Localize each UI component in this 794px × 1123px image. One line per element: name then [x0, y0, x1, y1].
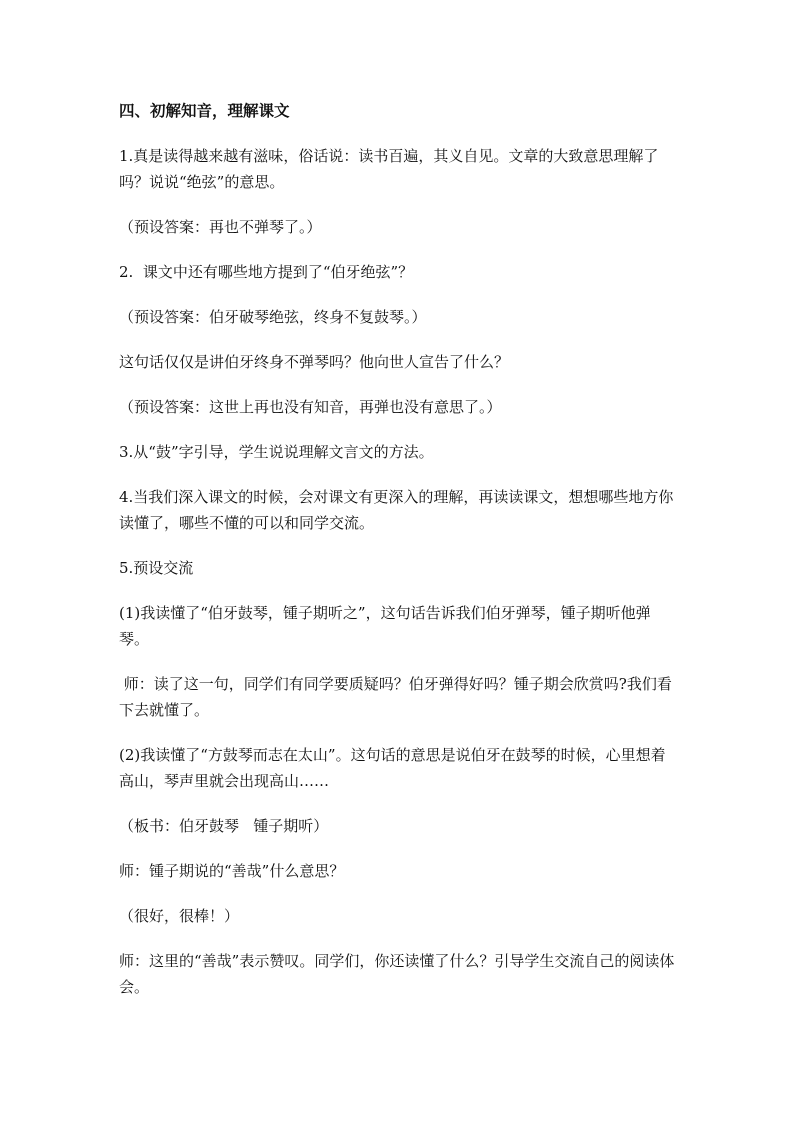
paragraph-9: 5.预设交流	[119, 559, 194, 577]
paragraph-12: (2)我读懂了“方鼓琴而志在太山”。这句话的意思是说伯牙在鼓琴的时候，心里想着高山，琴声里就会出现高山……	[119, 746, 666, 790]
paragraph-15: （很好，很棒！）	[119, 907, 240, 925]
paragraph-13: （板书：伯牙鼓琴 锺子期听）	[119, 817, 329, 835]
paragraph-3: 2. 课文中还有哪些地方提到了“伯牙绝弦”？	[119, 263, 414, 281]
paragraph-11: 师：读了这一句，同学们有同学要质疑吗？伯牙弹得好吗？锺子期会欣赏吗?我们看下去就懂了。	[119, 675, 672, 719]
paragraph-16: 师：这里的“善哉”表示赞叹。同学们，你还读懂了什么？引导学生交流自己的阅读体会。	[119, 952, 675, 996]
paragraph-10: (1)我读懂了“伯牙鼓琴，锺子期听之”，这句话告诉我们伯牙弹琴，锺子期听他弹琴。	[119, 604, 651, 648]
section-heading: 四、初解知音，理解课文	[119, 101, 290, 120]
paragraph-4: （预设答案：伯牙破琴绝弦，终身不复鼓琴。）	[119, 308, 427, 326]
paragraph-6: （预设答案：这世上再也没有知音，再弹也没有意思了。）	[119, 398, 502, 416]
paragraph-8: 4.当我们深入课文的时候，会对课文有更深入的理解，再读读课文，想想哪些地方你读懂了，哪些不懂的可以和同学交流。	[119, 488, 674, 532]
paragraph-2: （预设答案：再也不弹琴了。）	[119, 218, 322, 236]
document-page	[119, 98, 679, 1019]
paragraph-1: 1.真是读得越来越有滋味，俗话说：读书百遍，其义自见。文章的大致意思理解了吗？说说“绝弦”的意思。	[119, 147, 659, 191]
paragraph-7: 3.从“鼓”字引导，学生说说理解文言文的方法。	[119, 443, 434, 461]
paragraph-5: 这句话仅仅是讲伯牙终身不弹琴吗？他向世人宣告了什么？	[119, 353, 510, 371]
paragraph-14: 师：锺子期说的“善哉”什么意思？	[119, 862, 345, 880]
